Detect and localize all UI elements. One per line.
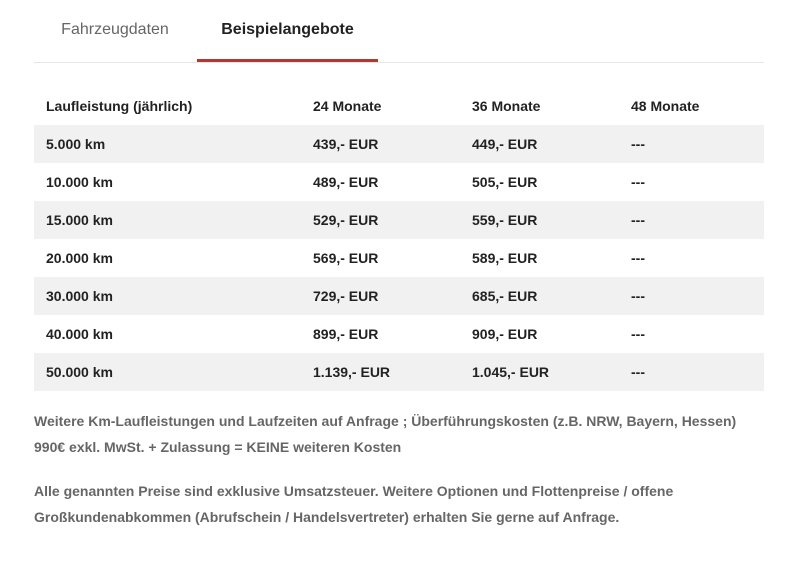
cell-price-48: --- (631, 326, 645, 342)
cell-price-36: 449,- EUR (472, 136, 538, 152)
cell-mileage: 15.000 km (46, 212, 113, 228)
tab-beispielangebote[interactable]: Beispielangebote (197, 0, 378, 62)
price-table (34, 87, 764, 391)
cell-price-36: 1.045,- EUR (472, 364, 550, 380)
table-header-row (34, 87, 764, 125)
cell-price-48: --- (631, 136, 645, 152)
note-prices-tax: Alle genannten Preise sind exklusive Umsatzsteuer. Weitere Optionen und Flottenpreise / offene Großkundenabkommen (Abrufschein / Handelsvertreter) erhalten Sie gerne auf Anfrage. (34, 483, 674, 525)
cell-mileage: 40.000 km (46, 326, 113, 342)
cell-price-48: --- (631, 250, 645, 266)
table-row (34, 239, 764, 277)
cell-price-36: 685,- EUR (472, 288, 538, 304)
cell-mileage: 50.000 km (46, 364, 113, 380)
table-row (34, 277, 764, 315)
cell-price-36: 505,- EUR (472, 174, 538, 190)
cell-price-36: 559,- EUR (472, 212, 538, 228)
header-laufleistung: Laufleistung (jährlich) (46, 98, 193, 114)
table-row (34, 125, 764, 163)
cell-price-24: 439,- EUR (313, 136, 379, 152)
cell-price-48: --- (631, 174, 645, 190)
cell-price-24: 899,- EUR (313, 326, 379, 342)
cell-mileage: 10.000 km (46, 174, 113, 190)
cell-price-48: --- (631, 288, 645, 304)
cell-price-24: 729,- EUR (313, 288, 379, 304)
table-row (34, 163, 764, 201)
cell-price-24: 489,- EUR (313, 174, 379, 190)
header-24-monate: 24 Monate (313, 98, 382, 114)
cell-mileage: 20.000 km (46, 250, 113, 266)
table-row (34, 353, 764, 391)
table-row (34, 201, 764, 239)
tab-bar (34, 0, 764, 63)
cell-price-36: 589,- EUR (472, 250, 538, 266)
cell-price-24: 529,- EUR (313, 212, 379, 228)
table-row (34, 315, 764, 353)
note-mileage-transfer: Weitere Km-Laufleistungen und Laufzeiten auf Anfrage ; Überführungskosten (z.B. NRW, Bayern, Hessen) 990€ exkl. MwSt. + Zulassung = KEINE weiteren Kosten (34, 413, 737, 455)
tab-fahrzeugdaten[interactable]: Fahrzeugdaten (61, 21, 169, 38)
cell-price-24: 569,- EUR (313, 250, 379, 266)
cell-mileage: 5.000 km (46, 136, 106, 152)
header-48-monate: 48 Monate (631, 98, 700, 114)
cell-price-48: --- (631, 364, 645, 380)
cell-price-48: --- (631, 212, 645, 228)
header-36-monate: 36 Monate (472, 98, 541, 114)
cell-price-36: 909,- EUR (472, 326, 538, 342)
cell-mileage: 30.000 km (46, 288, 113, 304)
cell-price-24: 1.139,- EUR (313, 364, 391, 380)
